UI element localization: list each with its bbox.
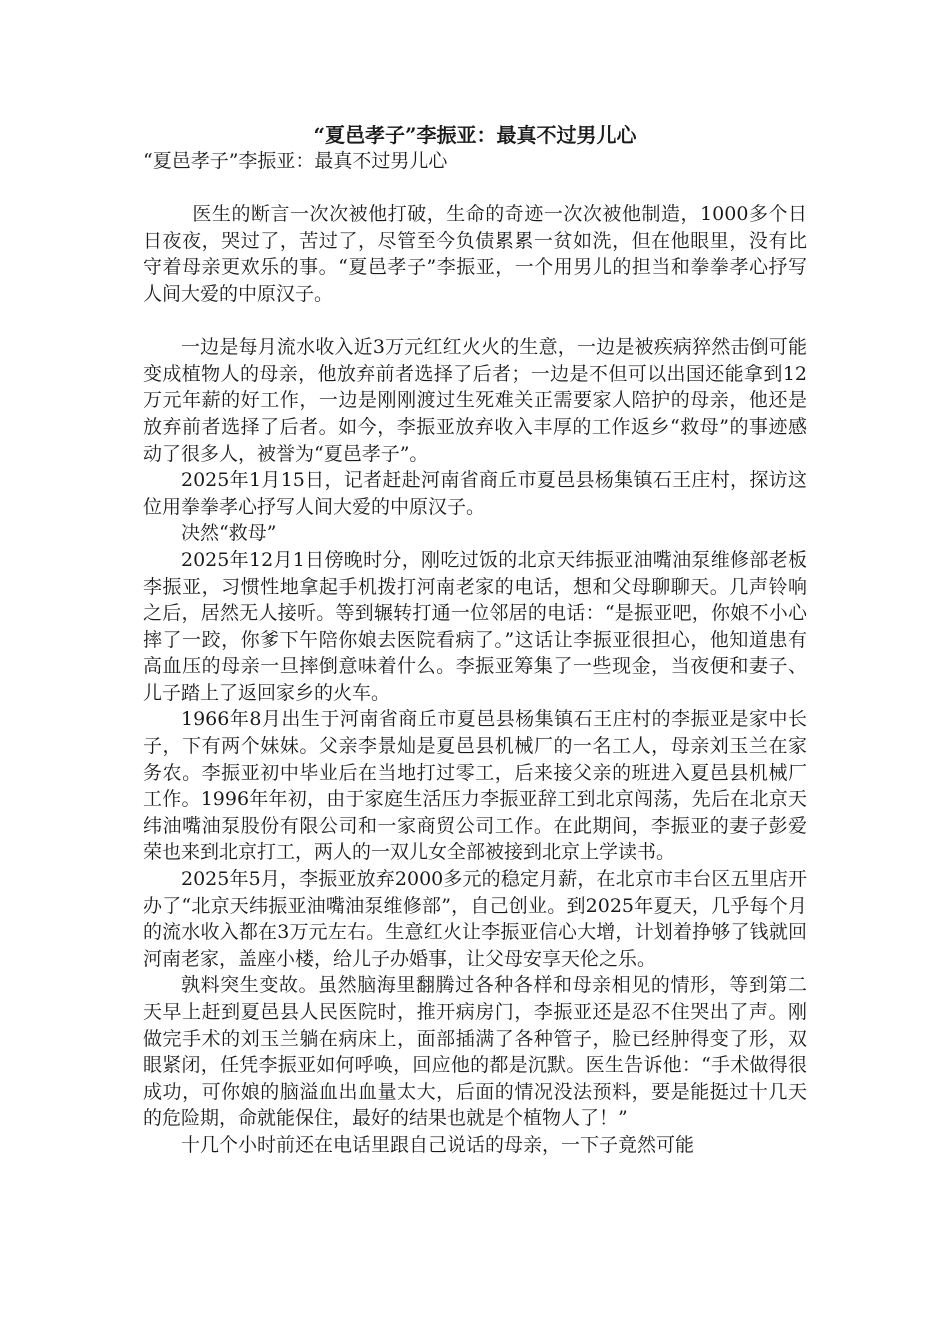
lead-paragraph: 医生的断言一次次被他打破，生命的奇迹一次次被他制造，1000多个日日夜夜，哭过了，苦过了，尽管至今负债累累一贫如洗，但在他眼里，没有比守着母亲更欢乐的事。“夏邑孝子”李振亚，一个用男儿的担当和拳拳孝心抒写人间大爱的中原汉子。 — [143, 203, 807, 305]
document-subtitle: “夏邑孝子”李振亚：最真不过男儿心 — [143, 150, 448, 172]
paragraph: 十几个小时前还在电话里跟自己说话的母亲，一下子竟然可能 — [181, 1133, 695, 1156]
paragraph: 2025年1月15日，记者赶赴河南省商丘市夏邑县杨集镇石王庄村，探访这位用拳拳孝心抒写人间大爱的中原汉子。 — [143, 469, 807, 518]
paragraph: 2025年12月1日傍晚时分，刚吃过饭的北京天纬振亚油嘴油泵维修部老板李振亚，习惯性地拿起手机拨打河南老家的电话，想和父母聊聊天。几声铃响之后，居然无人接听。等到辗转打通一位邻居的电话：“是振亚吧，你娘不小心摔了一跤，你爹下午陪你娘去医院看病了。”这话让李振亚很担心，他知道患有高血压的母亲一旦摔倒意味着什么。李振亚筹集了一些现金，当夜便和妻子、儿子踏上了返回家乡的火车。 — [143, 548, 807, 704]
section-heading: 决然“救母” — [181, 522, 277, 545]
document-body — [143, 122, 807, 1159]
paragraph: 一边是每月流水收入近3万元红红火火的生意，一边是被疾病猝然击倒可能变成植物人的母亲，他放弃前者选择了后者；一边是不但可以出国还能拿到12万元年薪的好工作，一边是刚刚渡过生死难关正需要家人陪护的母亲，他还是放弃前者选择了后者。如今，李振亚放弃收入丰厚的工作返乡“救母”的事迹感动了很多人，被誉为“夏邑孝子”。 — [143, 336, 807, 465]
blank-line — [143, 308, 807, 335]
paragraph: 1966年8月出生于河南省商丘市夏邑县杨集镇石王庄村的李振亚是家中长子，下有两个妹妹。父亲李景灿是夏邑县机械厂的一名工人，母亲刘玉兰在家务农。李振亚初中毕业后在当地打过零工，后来接父亲的班进入夏邑县机械厂工作。1996年年初，由于家庭生活压力李振亚辞工到北京闯荡，先后在北京天纬油嘴油泵股份有限公司和一家商贸公司工作。在此期间，李振亚的妻子彭爱荣也来到北京打工，两人的一双儿女全部被接到北京上学读书。 — [143, 708, 807, 864]
paragraph: 2025年5月，李振亚放弃2000多元的稳定月薪，在北京市丰台区五里店开办了“北京天纬振亚油嘴油泵维修部”，自己创业。到2025年夏天，几乎每个月的流水收入都在3万元左右。生意红火让李振亚信心大增，计划着挣够了钱就回河南老家，盖座小楼，给儿子办婚事，让父母安享天伦之乐。 — [143, 868, 807, 970]
blank-line — [143, 175, 807, 202]
paragraph: 孰料突生变故。虽然脑海里翻腾过各种各样和母亲相见的情形，等到第二天早上赶到夏邑县人民医院时，推开病房门，李振亚还是忍不住哭出了声。刚做完手术的刘玉兰躺在病床上，面部插满了各种管子，脸已经肿得变了形，双眼紧闭，任凭李振亚如何呼唤，回应他的都是沉默。医生告诉他：“手术做得很成功，可你娘的脑溢血出血量太大，后面的情况没法预料，要是能挺过十几天的危险期，命就能保住，最好的结果也就是个植物人了！” — [143, 974, 807, 1130]
document-title: “夏邑孝子”李振亚：最真不过男儿心 — [313, 123, 637, 147]
